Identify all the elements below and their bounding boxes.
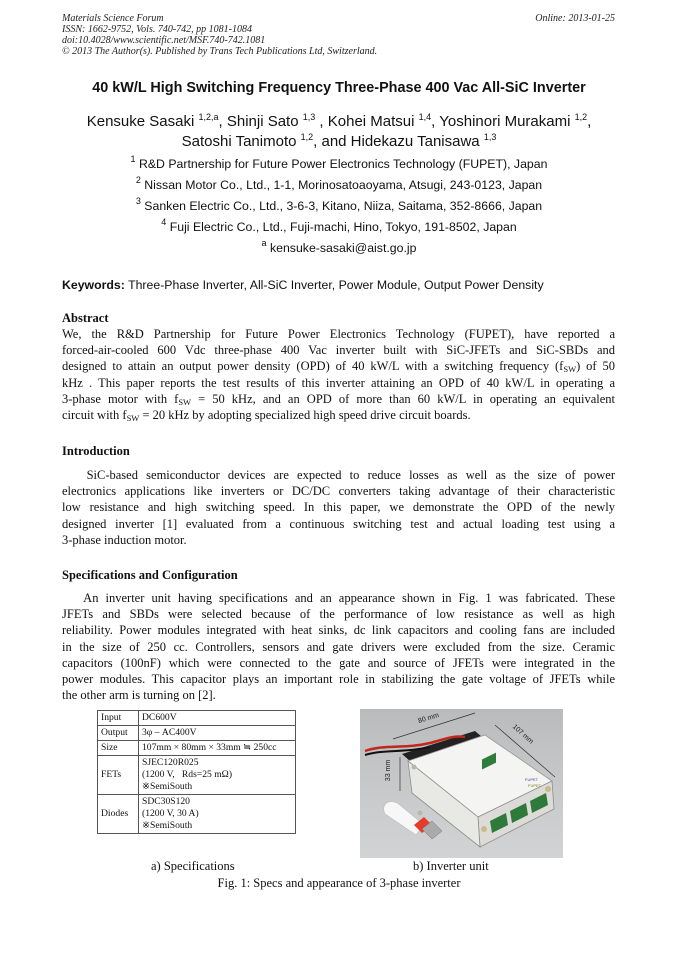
text-line: 3-phase induction motor. xyxy=(62,532,187,547)
text-line: designed inverter [1] evaluated from a continuous switching test and actual loading test using a xyxy=(62,516,615,531)
table-row xyxy=(98,795,296,834)
text-line: capacitors (100nF) which were connected to the gate and source of JFETs were integrated in the xyxy=(62,655,615,670)
paper-title: 40 kW/L High Switching Frequency Three-Phase 400 Vac All-SiC Inverter xyxy=(92,80,586,96)
dimension-label-depth: 107 mm xyxy=(510,723,535,746)
affiliation-text: Sanken Electric Co., Ltd., 3-6-3, Kitano, Niiza, Saitama, 352-8666, Japan xyxy=(144,199,543,213)
table-value: DC600V xyxy=(139,711,296,726)
affiliation-marker: 4 xyxy=(161,217,167,227)
specifications-heading: Specifications and Configuration xyxy=(62,568,238,582)
table-value xyxy=(139,756,296,795)
specifications-table xyxy=(97,710,296,834)
text-line xyxy=(62,391,615,407)
affiliation xyxy=(62,217,616,234)
table-key: FETs xyxy=(98,756,139,795)
dimension-label-height: 33 mm xyxy=(385,759,393,782)
text-run: = 50 kHz, and an OPD of more than 60 kW/L in operating an equivalent xyxy=(191,391,615,406)
affiliation-marker: 2 xyxy=(135,175,141,185)
text-line: electronics applications like inverters or DC/DC converters taking advantage of their characteristic xyxy=(62,484,615,499)
text-line: forced-air-cooled 600 Vdc three-phase 400 Vac inverter built with SiC-JFETs and SiC-SBDs and xyxy=(62,343,615,358)
journal-name: Materials Science Forum xyxy=(62,13,164,24)
table-key: Size xyxy=(98,741,139,756)
affiliation-text: Fuji Electric Co., Ltd., Fuji-machi, Hino, Tokyo, 191-8502, Japan xyxy=(169,220,517,234)
text-line xyxy=(62,358,615,374)
author-name: Yoshinori Murakami xyxy=(439,113,571,130)
figure-caption-b: b) Inverter unit xyxy=(413,859,489,873)
table-key: Input xyxy=(98,711,139,726)
affiliation xyxy=(62,175,616,192)
text-line: We, the R&D Partnership for Future Power Electronics Technology (FUPET), have reported a xyxy=(62,327,615,341)
affiliation-text: R&D Partnership for Future Power Electronics Technology (FUPET), Japan xyxy=(138,157,548,171)
table-key: Diodes xyxy=(98,795,139,834)
text-run: circuit with f xyxy=(62,408,127,423)
affiliation-marker: 3 xyxy=(135,196,141,206)
inverter-unit-photo xyxy=(360,709,563,858)
author-affiliation-marker: 1,4 xyxy=(418,112,432,122)
journal-copyright: © 2013 The Author(s). Published by Trans Tech Publications Ltd, Switzerland. xyxy=(62,46,378,57)
table-value: 3φ – AC400V xyxy=(139,726,296,741)
svg-text:FUPET: FUPET xyxy=(525,777,539,782)
figure-caption: Fig. 1: Specs and appearance of 3-phase inverter xyxy=(217,876,461,890)
affiliation-marker: 1 xyxy=(130,154,136,164)
value-line: ※SemiSouth xyxy=(142,820,193,831)
introduction-body xyxy=(62,467,615,548)
text-line: SiC-based semiconductor devices are expected to reduce losses as well as the size of power xyxy=(62,468,615,482)
author-affiliation-marker: 1,2,a xyxy=(198,112,219,122)
introduction-heading: Introduction xyxy=(62,444,130,458)
table-row xyxy=(98,741,296,756)
inverter-illustration xyxy=(360,709,563,858)
affiliation-marker: a xyxy=(261,238,267,248)
text-line: the other arm is turning on [2]. xyxy=(62,688,216,703)
text-run: 3-phase motor with f xyxy=(62,391,179,406)
value-line: (1200 V, 30 A) xyxy=(142,808,199,819)
author-name: Kohei Matsui xyxy=(327,113,415,130)
specifications-body xyxy=(62,590,615,703)
affiliation-email xyxy=(62,238,616,255)
author-email-link[interactable]: kensuke-sasaki@aist.go.jp xyxy=(269,241,417,255)
text-line: reliability. Power modules integrated with heat sinks, dc link capacitors and cooling fans are included xyxy=(62,623,615,638)
text-run: ) of 50 xyxy=(576,359,615,374)
author-name: Shinji Sato xyxy=(226,113,299,130)
text-line: power modules. This capacitor plays an important role in stabilizing the gate voltage of JFETs while xyxy=(62,672,615,687)
subscript: SW xyxy=(126,413,140,424)
author-name: Kensuke Sasaki xyxy=(86,113,195,130)
text-run: = 20 kHz by adopting specialized high speed drive circuit boards. xyxy=(139,408,471,423)
svg-text:FUPET: FUPET xyxy=(528,783,542,788)
author-affiliation-marker: 1,2 xyxy=(300,132,314,142)
text-line: in the size of 250 cc. Controllers, sensors and gate drivers were excluded from the size. Ceramic xyxy=(62,639,615,654)
journal-header xyxy=(62,13,377,57)
keywords-text: Three-Phase Inverter, All-SiC Inverter, Power Module, Output Power Density xyxy=(128,278,544,292)
dimension-label-width: 80 mm xyxy=(417,712,440,725)
keywords xyxy=(62,278,544,292)
value-line: SDC30S120 xyxy=(142,796,190,807)
value-line: ※SemiSouth xyxy=(142,781,193,792)
journal-issn: ISSN: 1662-9752, Vols. 740-742, pp 1081-1084 xyxy=(62,24,252,35)
abstract-body xyxy=(62,326,615,423)
keywords-label: Keywords: xyxy=(62,278,125,292)
table-row xyxy=(98,711,296,726)
text-line: An inverter unit having specifications and an appearance shown in Fig. 1 was fabricated. These xyxy=(62,591,615,605)
text-run: designed to attain an output power density (OPD) of 40 kW/L with a switching frequency (f xyxy=(62,359,564,374)
value-line: (1200 V, Rds=25 mΩ) xyxy=(142,769,233,780)
subscript: SW xyxy=(563,364,577,375)
text-line: JFETs and SBDs were selected because of the performance of low resistance as well as high xyxy=(62,607,615,622)
author-list: Kensuke Sasaki $^{1,2,a}$, Shinji Sato $^{1,3}$ , Kohei Matsui $^{1,4}$, Yoshinori Murakami $^{1,2}$, Satoshi Tanimoto $^{1,2}$, and Hidekazu Tanisawa $^{1,3}$ xyxy=(86,112,592,150)
author-affiliation-marker: 1,3 xyxy=(483,132,497,142)
text-line: low resistance and high switching speed. In this paper, we demonstrate the OPD of the newly xyxy=(62,500,615,515)
table-row xyxy=(98,726,296,741)
table-value: 107mm × 80mm × 33mm ≒ 250cc xyxy=(139,741,296,756)
affiliation xyxy=(62,196,616,213)
author-affiliation-marker: 1,3 xyxy=(302,112,316,122)
table-row xyxy=(98,756,296,795)
author-name: Hidekazu Tanisawa xyxy=(350,133,480,150)
text-line: kHz . This paper reports the test results of this inverter attaining an OPD of 40 kW/L in operating a xyxy=(62,375,615,390)
text-line xyxy=(62,407,615,423)
value-line: SJEC120R025 xyxy=(142,757,199,768)
affiliation-text: Nissan Motor Co., Ltd., 1-1, Morinosatoaoyama, Atsugi, 243-0123, Japan xyxy=(144,178,543,192)
author-affiliation-marker: 1,2 xyxy=(574,112,588,122)
journal-doi: doi:10.4028/www.scientific.net/MSF.740-742.1081 xyxy=(62,35,266,46)
online-date: Online: 2013-01-25 xyxy=(535,13,615,24)
table-key: Output xyxy=(98,726,139,741)
subscript: SW xyxy=(178,396,192,407)
abstract-heading: Abstract xyxy=(62,311,109,325)
author-name: Satoshi Tanimoto xyxy=(181,133,297,150)
table-value xyxy=(139,795,296,834)
affiliation xyxy=(62,154,616,171)
figure-caption-a: a) Specifications xyxy=(151,859,235,873)
